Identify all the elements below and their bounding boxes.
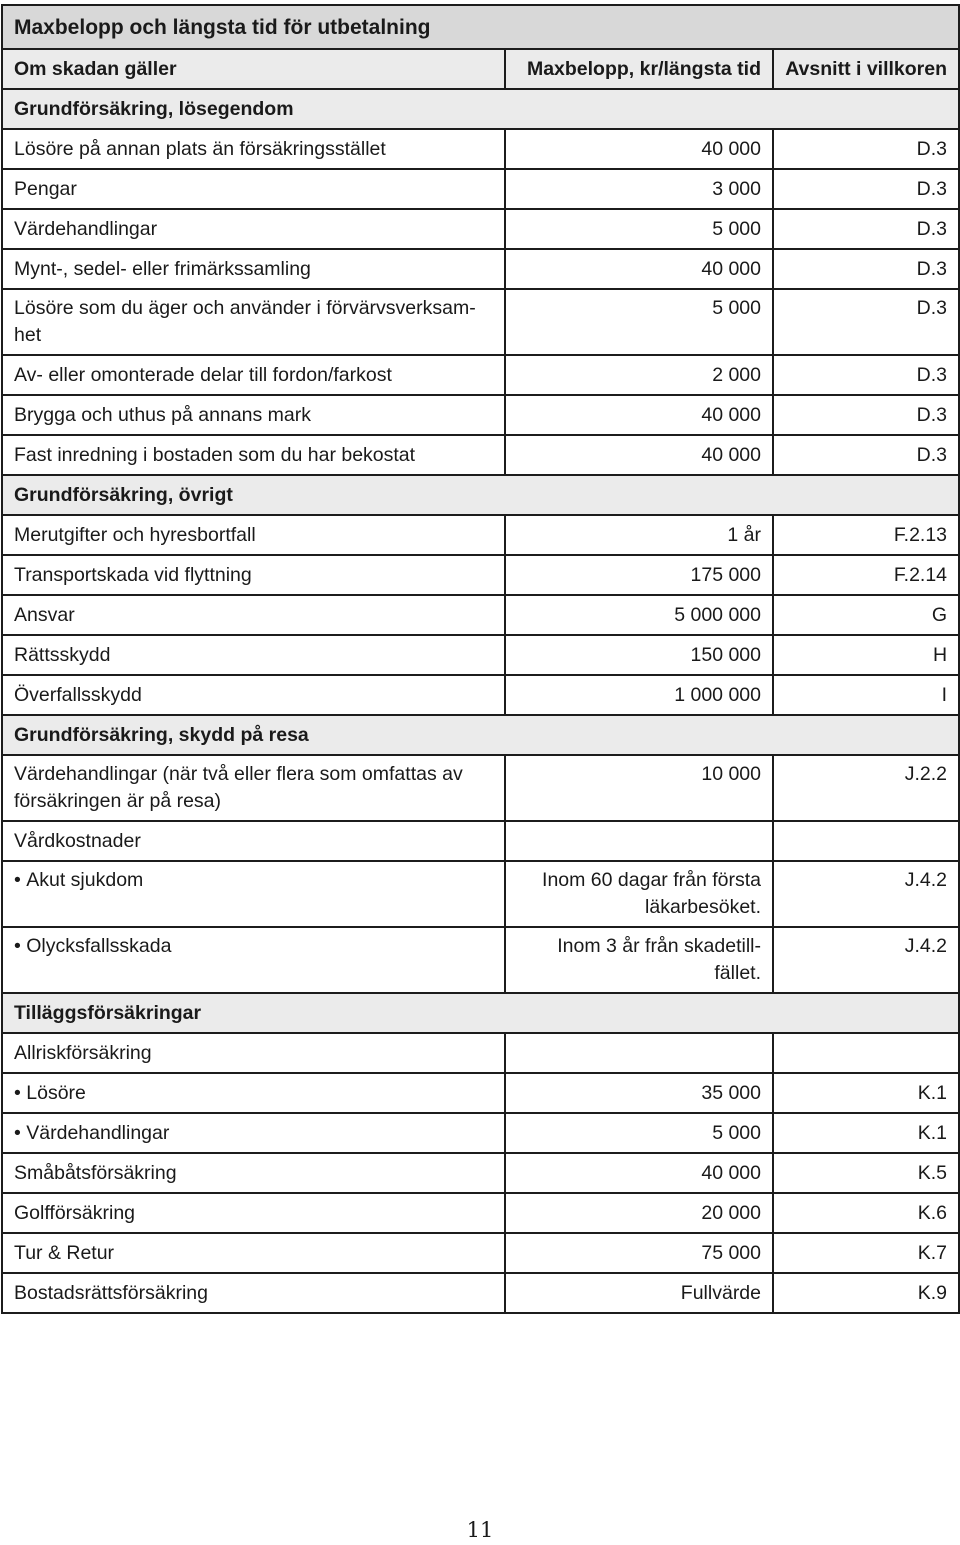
coverage-cell: Allriskförsäkring bbox=[2, 1033, 505, 1073]
coverage-cell: Tur & Retur bbox=[2, 1233, 505, 1273]
table-row bbox=[2, 755, 959, 821]
terms-section-cell: K.6 bbox=[773, 1193, 959, 1233]
table-row bbox=[2, 209, 959, 249]
max-amount-cell bbox=[505, 1033, 773, 1073]
coverage-cell: Småbåtsförsäkring bbox=[2, 1153, 505, 1193]
table-row bbox=[2, 1153, 959, 1193]
coverage-cell bbox=[2, 927, 505, 993]
coverage-cell: Vårdkostnader bbox=[2, 821, 505, 861]
section-heading: Grundförsäkring, övrigt bbox=[2, 475, 959, 515]
bullet-item: • Värdehandlingar bbox=[14, 1122, 169, 1144]
coverage-cell: Brygga och uthus på annans mark bbox=[2, 395, 505, 435]
max-amount-cell: 5 000 bbox=[505, 289, 773, 355]
coverage-cell: Av- eller omonterade delar till fordon/farkost bbox=[2, 355, 505, 395]
max-amount-cell: 2 000 bbox=[505, 355, 773, 395]
terms-section-cell bbox=[773, 1033, 959, 1073]
table-row bbox=[2, 635, 959, 675]
terms-section-cell: K.1 bbox=[773, 1073, 959, 1113]
table-row bbox=[2, 129, 959, 169]
column-header-max-amount: Maxbelopp, kr/längsta tid bbox=[505, 49, 773, 89]
table-row bbox=[2, 927, 959, 993]
terms-section-cell: H bbox=[773, 635, 959, 675]
terms-section-cell: D.3 bbox=[773, 169, 959, 209]
terms-section-cell: K.1 bbox=[773, 1113, 959, 1153]
coverage-cell: Lösöre på annan plats än försäkringsstället bbox=[2, 129, 505, 169]
terms-section-cell: J.4.2 bbox=[773, 927, 959, 993]
terms-section-cell bbox=[773, 821, 959, 861]
page-number: 11 bbox=[466, 1518, 494, 1542]
coverage-cell: Mynt-, sedel- eller frimärkssamling bbox=[2, 249, 505, 289]
section-row bbox=[2, 475, 959, 515]
coverage-cell: Överfallsskydd bbox=[2, 675, 505, 715]
coverage-cell bbox=[2, 1073, 505, 1113]
terms-section-cell: D.3 bbox=[773, 355, 959, 395]
terms-section-cell: K.9 bbox=[773, 1273, 959, 1313]
terms-section-cell: K.7 bbox=[773, 1233, 959, 1273]
table-row bbox=[2, 1273, 959, 1313]
limits-table bbox=[1, 4, 960, 1314]
bullet-item: • Olycksfallsskada bbox=[14, 935, 171, 957]
table-row bbox=[2, 249, 959, 289]
max-amount-cell: Fullvärde bbox=[505, 1273, 773, 1313]
terms-section-cell: I bbox=[773, 675, 959, 715]
terms-section-cell: D.3 bbox=[773, 209, 959, 249]
table-row bbox=[2, 515, 959, 555]
max-amount-cell: 3 000 bbox=[505, 169, 773, 209]
section-row bbox=[2, 715, 959, 755]
max-amount-cell: 5 000 000 bbox=[505, 595, 773, 635]
terms-section-cell: J.4.2 bbox=[773, 861, 959, 927]
table-row bbox=[2, 395, 959, 435]
coverage-cell: Rättsskydd bbox=[2, 635, 505, 675]
table-title: Maxbelopp och längsta tid för utbetalning bbox=[2, 5, 959, 49]
coverage-cell bbox=[2, 861, 505, 927]
section-row bbox=[2, 89, 959, 129]
table-row bbox=[2, 289, 959, 355]
bullet-item: • Akut sjukdom bbox=[14, 869, 143, 891]
table-row bbox=[2, 1033, 959, 1073]
max-amount-cell: 1 år bbox=[505, 515, 773, 555]
max-amount-cell: 150 000 bbox=[505, 635, 773, 675]
terms-section-cell: F.2.13 bbox=[773, 515, 959, 555]
table-title-row bbox=[2, 5, 959, 49]
coverage-cell: Pengar bbox=[2, 169, 505, 209]
table-row bbox=[2, 355, 959, 395]
terms-section-cell: D.3 bbox=[773, 395, 959, 435]
section-row bbox=[2, 993, 959, 1033]
coverage-cell: Lösöre som du äger och använder i förvärvsverksam-het bbox=[2, 289, 505, 355]
max-amount-cell: 5 000 bbox=[505, 209, 773, 249]
column-header-coverage: Om skadan gäller bbox=[2, 49, 505, 89]
table-row bbox=[2, 595, 959, 635]
terms-section-cell: J.2.2 bbox=[773, 755, 959, 821]
coverage-cell: Golfförsäkring bbox=[2, 1193, 505, 1233]
terms-section-cell: F.2.14 bbox=[773, 555, 959, 595]
table-row bbox=[2, 821, 959, 861]
max-amount-cell: 40 000 bbox=[505, 129, 773, 169]
column-header-terms-section: Avsnitt i villkoren bbox=[773, 49, 959, 89]
max-amount-cell: 75 000 bbox=[505, 1233, 773, 1273]
table-row bbox=[2, 1113, 959, 1153]
coverage-cell: Värdehandlingar (när två eller flera som omfattas av försäkringen är på resa) bbox=[2, 755, 505, 821]
max-amount-cell bbox=[505, 821, 773, 861]
terms-section-cell: D.3 bbox=[773, 129, 959, 169]
max-amount-cell: 1 000 000 bbox=[505, 675, 773, 715]
table-row bbox=[2, 1193, 959, 1233]
terms-section-cell: G bbox=[773, 595, 959, 635]
table-row bbox=[2, 675, 959, 715]
coverage-cell: Ansvar bbox=[2, 595, 505, 635]
section-heading: Grundförsäkring, lösegendom bbox=[2, 89, 959, 129]
table-row bbox=[2, 1233, 959, 1273]
terms-section-cell: D.3 bbox=[773, 289, 959, 355]
max-amount-cell: 5 000 bbox=[505, 1113, 773, 1153]
terms-section-cell: K.5 bbox=[773, 1153, 959, 1193]
terms-section-cell: D.3 bbox=[773, 249, 959, 289]
coverage-cell: Fast inredning i bostaden som du har bekostat bbox=[2, 435, 505, 475]
max-amount-cell: 40 000 bbox=[505, 1153, 773, 1193]
max-amount-cell: Inom 60 dagar från första läkarbesöket. bbox=[505, 861, 773, 927]
max-amount-cell: 20 000 bbox=[505, 1193, 773, 1233]
max-amount-cell: 175 000 bbox=[505, 555, 773, 595]
max-amount-cell: 35 000 bbox=[505, 1073, 773, 1113]
max-amount-cell: 40 000 bbox=[505, 249, 773, 289]
coverage-cell: Transportskada vid flyttning bbox=[2, 555, 505, 595]
max-amount-cell: 40 000 bbox=[505, 435, 773, 475]
coverage-cell: Merutgifter och hyresbortfall bbox=[2, 515, 505, 555]
max-amount-cell: Inom 3 år från skadetill-fället. bbox=[505, 927, 773, 993]
table-row bbox=[2, 169, 959, 209]
coverage-cell: Bostadsrättsförsäkring bbox=[2, 1273, 505, 1313]
table-row bbox=[2, 435, 959, 475]
coverage-cell bbox=[2, 1113, 505, 1153]
column-header-row bbox=[2, 49, 959, 89]
limits-table-body bbox=[2, 5, 959, 1313]
terms-section-cell: D.3 bbox=[773, 435, 959, 475]
table-row bbox=[2, 1073, 959, 1113]
section-heading: Tilläggsförsäkringar bbox=[2, 993, 959, 1033]
table-row bbox=[2, 861, 959, 927]
section-heading: Grundförsäkring, skydd på resa bbox=[2, 715, 959, 755]
bullet-item: • Lösöre bbox=[14, 1082, 86, 1104]
coverage-cell: Värdehandlingar bbox=[2, 209, 505, 249]
max-amount-cell: 10 000 bbox=[505, 755, 773, 821]
max-amount-cell: 40 000 bbox=[505, 395, 773, 435]
table-row bbox=[2, 555, 959, 595]
